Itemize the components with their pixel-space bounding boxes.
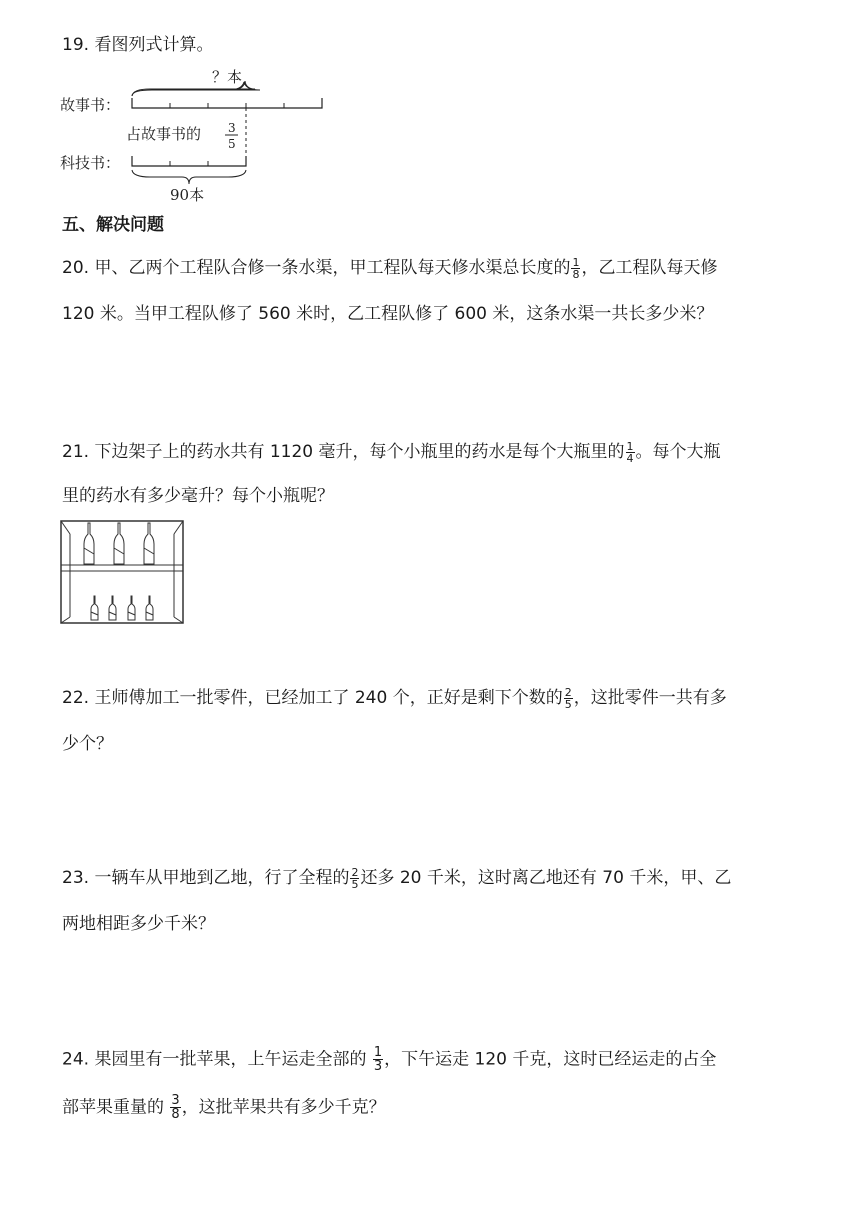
q19-story-label: 故事书： bbox=[60, 96, 121, 114]
small-bottle bbox=[146, 596, 153, 620]
q19-question-label: ？本 bbox=[212, 68, 243, 86]
q21-line1: 21. 下边架子上的药水共有 1120 毫升，每个小瓶里的药水是每个大瓶里的 $\frac{1}{4}$ 。每个大瓶 bbox=[62, 439, 721, 465]
big-bottle bbox=[114, 523, 124, 564]
q22-line2: 少个？ bbox=[62, 734, 113, 754]
q24-line1: 24. 果园里有一批苹果，上午运走全部的 $\frac{1}{3}$ ，下午运走 120 千克，这时已经运走的占全 bbox=[62, 1045, 717, 1074]
q19-story-bar bbox=[132, 98, 322, 108]
big-bottle bbox=[84, 523, 94, 564]
section-heading: 五、解决问题 bbox=[62, 215, 164, 235]
q19-fraction-den: 5 bbox=[228, 137, 236, 151]
big-bottle bbox=[144, 523, 154, 564]
q23-line1: 23. 一辆车从甲地到乙地，行了全程的 $\frac{2}{5}$ 还多 20 千米，这时离乙地还有 70 千米，甲、乙 bbox=[62, 865, 732, 891]
q19-fraction-prefix: 占故事书的 bbox=[126, 125, 202, 143]
q19-bottom-brace bbox=[132, 170, 246, 184]
q20-fraction: $\frac{1}{8}$ bbox=[572, 255, 580, 281]
q23-line2: 两地相距多少千米？ bbox=[62, 914, 215, 934]
q21-fraction: $\frac{1}{4}$ bbox=[626, 439, 634, 465]
q19-amount: 90本 bbox=[170, 186, 205, 204]
small-bottle bbox=[128, 596, 135, 620]
q19-tech-bar bbox=[132, 156, 246, 166]
shelf-illustration bbox=[60, 520, 186, 626]
small-bottle bbox=[91, 596, 98, 620]
q23-fraction: $\frac{2}{5}$ bbox=[351, 865, 359, 891]
q22-line1: 22. 王师傅加工一批零件，已经加工了 240 个，正好是剩下个数的 $\frac{2}{5}$ ，这批零件一共有多 bbox=[62, 685, 727, 711]
q19-fraction-num: 3 bbox=[228, 121, 236, 135]
q20-line1: 20. 甲、乙两个工程队合修一条水渠，甲工程队每天修水渠总长度的 $\frac{1}{8}$ ，乙工程队每天修 bbox=[62, 255, 718, 281]
q24-fraction-2: $\frac{3}{8}$ bbox=[171, 1093, 180, 1122]
q24-line2: 部苹果重量的 $\frac{3}{8}$ ，这批苹果共有多少千克？ bbox=[62, 1093, 386, 1122]
small-bottle bbox=[109, 596, 116, 620]
q24-fraction-1: $\frac{1}{3}$ bbox=[373, 1045, 383, 1074]
q19-diagram bbox=[60, 64, 330, 204]
q20-line2: 120 米。当甲工程队修了 560 米时，乙工程队修了 600 米，这条水渠一共长多少米？ bbox=[62, 304, 714, 324]
q19-title: 19. 看图列式计算。 bbox=[62, 35, 214, 55]
q22-fraction: $\frac{2}{5}$ bbox=[564, 685, 572, 711]
q21-line2: 里的药水有多少毫升？每个小瓶呢？ bbox=[62, 486, 334, 506]
q19-tech-label: 科技书： bbox=[60, 154, 121, 172]
